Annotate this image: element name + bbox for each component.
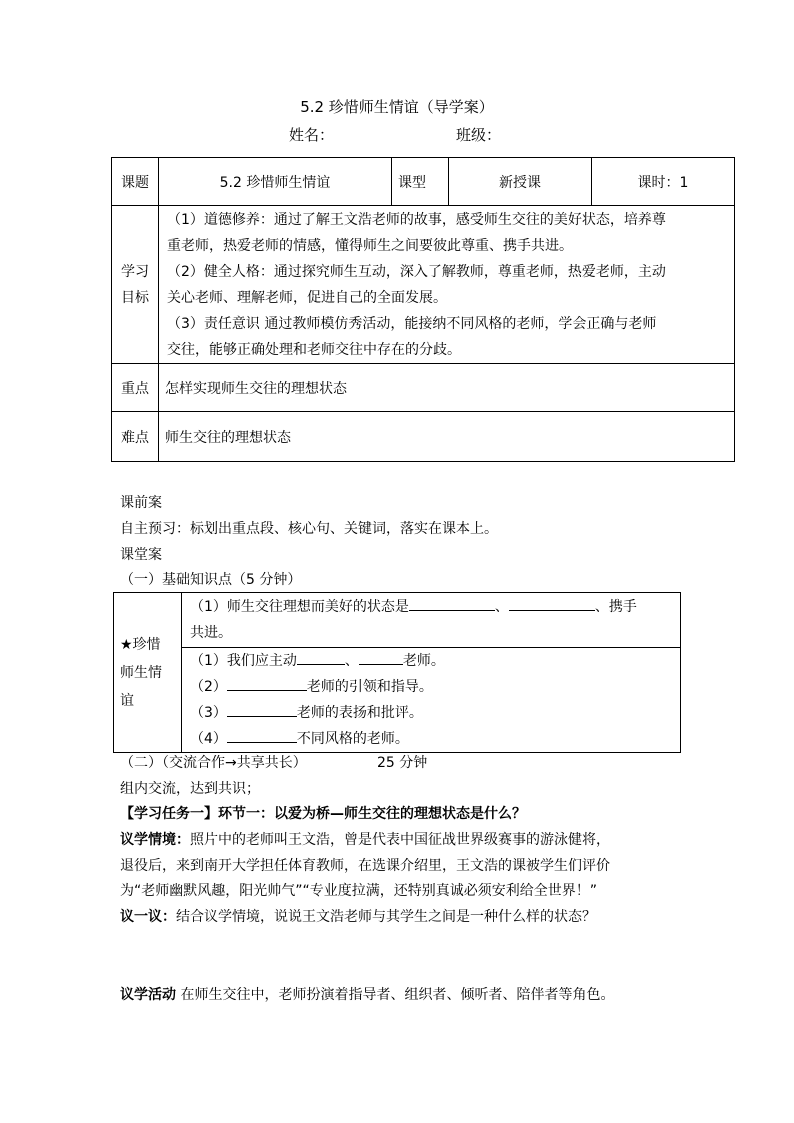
answer-blank[interactable] bbox=[359, 650, 403, 665]
section2-heading: （二）（交流合作→共享共长） bbox=[120, 755, 307, 771]
blank-prompt: （2） bbox=[190, 679, 227, 695]
star-label-line3: 谊 bbox=[120, 692, 134, 709]
situation-line-1 bbox=[120, 829, 610, 849]
key-label: 重点 bbox=[112, 364, 159, 412]
task-title: 【学习任务一】环节一：以爱为桥—师生交往的理想状态是什么？ bbox=[120, 806, 526, 822]
page-title: 5.2 珍惜师生情谊（导学案） bbox=[300, 98, 494, 116]
blank-prompt: （3） bbox=[190, 705, 227, 721]
class-label: 班级： bbox=[456, 126, 502, 144]
fill-blank-line bbox=[190, 726, 672, 752]
blank-prompt: （4） bbox=[190, 731, 227, 747]
blank-prompt: （1）我们应主动 bbox=[190, 653, 297, 669]
goals-content bbox=[159, 206, 735, 364]
fill-blank-line bbox=[190, 594, 672, 620]
situation-line-3: 为“老师幽默风趣，阳光帅气”“专业度拉满，还特别真诚必须安利给全世界！” bbox=[120, 883, 598, 899]
situation-label: 议学情境： bbox=[120, 832, 190, 848]
in-class-heading: 课堂案 bbox=[120, 547, 162, 563]
blank-suffix: 老师。 bbox=[402, 653, 445, 669]
answer-blank[interactable] bbox=[227, 702, 297, 717]
type-value: 新授课 bbox=[449, 158, 592, 206]
fill-blank-line: 共进。 bbox=[190, 625, 232, 641]
knowledge-row-2 bbox=[182, 648, 681, 753]
topic-label: 课题 bbox=[112, 158, 159, 206]
goal-line: 重老师，热爱老师的情感，懂得师生之间要彼此尊重、携手共进。 bbox=[167, 237, 573, 254]
goal-line: 关心老师、理解老师，促进自己的全面发展。 bbox=[167, 289, 447, 306]
difficulty-label: 难点 bbox=[112, 412, 159, 462]
knowledge-row-1 bbox=[182, 593, 681, 648]
answer-blank[interactable] bbox=[409, 596, 495, 611]
knowledge-table bbox=[113, 592, 681, 753]
goals-label-line1: 学习 bbox=[121, 263, 149, 280]
topic-value: 5.2 珍惜师生情谊 bbox=[159, 158, 392, 206]
fill-blank-line bbox=[190, 700, 672, 726]
preview-text: 自主预习：标划出重点段、核心句、关键词，落实在课本上。 bbox=[120, 521, 498, 537]
knowledge-label bbox=[114, 593, 182, 753]
activity-label: 议学活动 bbox=[120, 987, 176, 1003]
answer-blank[interactable] bbox=[509, 596, 595, 611]
fill-blank-line bbox=[190, 648, 672, 674]
blank-suffix: 老师的表扬和批评。 bbox=[296, 705, 423, 721]
goal-line: （1）道德修养：通过了解王文浩老师的故事，感受师生交往的美好状态，培养尊 bbox=[167, 211, 666, 228]
goals-label-line2: 目标 bbox=[121, 289, 149, 306]
difficulty-value: 师生交往的理想状态 bbox=[159, 412, 735, 462]
separator: 、 bbox=[344, 653, 359, 669]
goals-label bbox=[112, 206, 159, 364]
blank-suffix: 、携手 bbox=[594, 599, 637, 615]
goal-line: （3）责任意识 通过教师模仿秀活动，能接纳不同风格的老师，学会正确与老师 bbox=[167, 315, 657, 332]
answer-blank[interactable] bbox=[227, 728, 297, 743]
name-label: 姓名： bbox=[289, 126, 335, 144]
hours-value: 课时：1 bbox=[592, 158, 735, 206]
blank-suffix: 不同风格的老师。 bbox=[296, 731, 409, 747]
section2-time: 25 分钟 bbox=[377, 755, 428, 771]
section1-heading: （一）基础知识点（5 分钟） bbox=[120, 572, 302, 588]
info-table bbox=[111, 157, 735, 462]
discuss-text: 结合议学情境，说说王文浩老师与其学生之间是一种什么样的状态？ bbox=[176, 909, 596, 925]
activity-line bbox=[120, 984, 614, 1004]
answer-blank[interactable] bbox=[227, 676, 307, 691]
blank-suffix: 老师的引领和指导。 bbox=[306, 679, 433, 695]
fill-blank-line bbox=[190, 674, 672, 700]
activity-text: 在师生交往中，老师扮演着指导者、组织者、倾听者、陪伴者等角色。 bbox=[176, 987, 615, 1003]
situation-text: 照片中的老师叫王文浩，曾是代表中国征战世界级赛事的游泳健将， bbox=[190, 832, 610, 848]
key-value: 怎样实现师生交往的理想状态 bbox=[159, 364, 735, 412]
star-label-line2: 师生情 bbox=[120, 664, 162, 681]
discuss-line bbox=[120, 906, 596, 926]
situation-line-2: 退役后，来到南开大学担任体育教师，在选课介绍里，王文浩的课被学生们评价 bbox=[120, 858, 610, 874]
group-text: 组内交流，达到共识； bbox=[120, 781, 260, 797]
type-label: 课型 bbox=[392, 158, 449, 206]
blank-prompt: （1）师生交往理想而美好的状态是 bbox=[190, 599, 409, 615]
separator: 、 bbox=[494, 599, 509, 615]
star-label-line1: ★珍惜 bbox=[120, 636, 161, 653]
answer-blank[interactable] bbox=[297, 650, 345, 665]
discuss-label: 议一议： bbox=[120, 909, 176, 925]
pre-class-heading: 课前案 bbox=[120, 495, 162, 511]
goal-line: 交往，能够正确处理和老师交往中存在的分歧。 bbox=[167, 341, 461, 358]
goal-line: （2）健全人格：通过探究师生互动，深入了解教师，尊重老师，热爱老师，主动 bbox=[167, 263, 666, 280]
